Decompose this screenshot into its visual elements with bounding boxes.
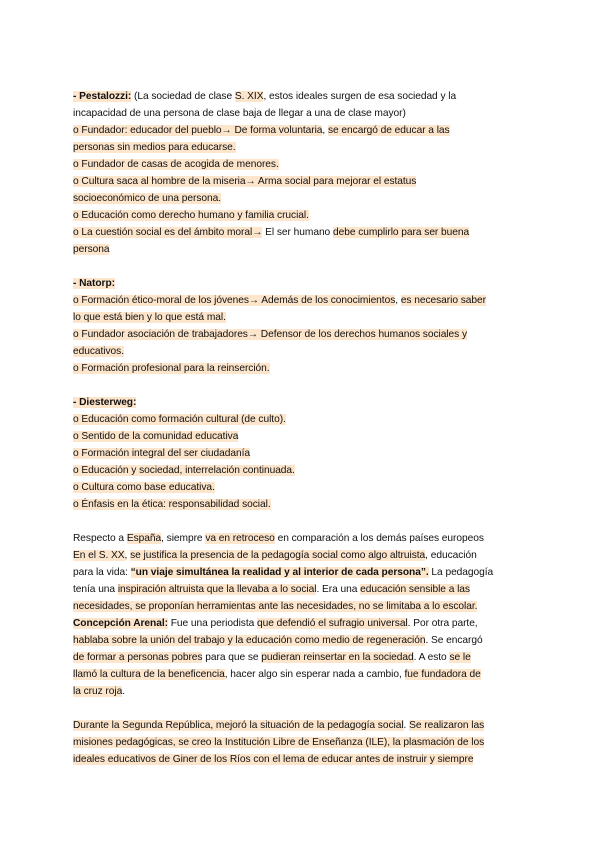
text-line (73, 547, 528, 564)
text-line (73, 88, 528, 105)
text-segment: . (122, 686, 126, 697)
highlighted-text: debe cumplirlo para ser buena (332, 227, 470, 238)
highlighted-text: o Cultura saca al hombre de la miseria→ Arma social para mejorar el estatus (73, 176, 417, 187)
highlighted-text: educativos. (73, 346, 124, 357)
text-line (73, 462, 528, 479)
text-line (73, 275, 528, 292)
text-segment: El ser humano (262, 227, 333, 238)
highlighted-text: o Cultura como base educativa. (73, 482, 215, 493)
text-line (73, 122, 528, 139)
text-segment: para la vida: (73, 567, 131, 578)
text-segment: . Se encargó (425, 635, 483, 646)
highlighted-text: o Formación ético-moral de los jóvenes→ Además de los conocimientos (73, 295, 396, 306)
highlighted-text: lo que está bien y lo que está mal. (73, 312, 226, 323)
text-line (73, 139, 528, 156)
text-line (73, 683, 528, 700)
text-segment: , (395, 295, 401, 306)
paragraph-gap (73, 700, 528, 717)
text-segment: La pedagogía (428, 567, 494, 578)
text-line (73, 615, 528, 632)
highlighted-text: o La cuestión social es del ámbito moral→ (73, 227, 263, 238)
text-segment: . Era una (316, 584, 361, 595)
text-line (73, 428, 528, 445)
text-segment: . Por otra parte, (407, 618, 478, 629)
highlighted-text: fue fundadora de (404, 669, 481, 680)
text-line (73, 360, 528, 377)
highlighted-text: pudieran reinsertar en la sociedad (261, 652, 414, 663)
text-line (73, 173, 528, 190)
text-segment: , (124, 550, 131, 561)
text-segment: (La sociedad de clase (131, 91, 235, 102)
highlighted-text: inspiración altruista que la llevaba a lo social (117, 584, 317, 595)
text-line (73, 309, 528, 326)
highlighted-text: socioeconómico de una persona. (73, 193, 222, 204)
highlighted-text: ideales educativos de Giner de los Ríos con el lema de educar antes de instruir y siempre (73, 754, 474, 765)
highlighted-text: En el S. XX (73, 550, 125, 561)
highlighted-text: - Pestalozzi: (73, 91, 132, 102)
paragraph-gap (73, 377, 528, 394)
highlighted-text: educación sensible a las (360, 584, 470, 595)
section-0 (73, 88, 528, 258)
highlighted-text: Se realizaron las (409, 720, 485, 731)
highlighted-text: hablaba sobre la unión del trabajo y la educación como medio de regeneración (73, 635, 426, 646)
text-line (73, 394, 528, 411)
text-line (73, 734, 528, 751)
highlighted-text: o Fundador asociación de trabajadores→ Defensor de los derechos humanos sociales y (73, 329, 468, 340)
highlighted-text: - Natorp: (73, 278, 115, 289)
highlighted-text: o Énfasis en la ética: responsabilidad social. (73, 499, 271, 510)
text-line (73, 156, 528, 173)
text-line (73, 564, 528, 581)
text-segment: Respecto a (73, 533, 127, 544)
highlighted-text: o Sentido de la comunidad educativa (73, 431, 239, 442)
highlighted-text: S. XIX (234, 91, 264, 102)
text-line (73, 343, 528, 360)
text-segment: , educación (425, 550, 477, 561)
text-segment: para que se (202, 652, 262, 663)
highlighted-text: “un viaje simultánea la realidad y al interior de cada persona”. (130, 567, 429, 578)
highlighted-text: se encargó de educar a las (327, 125, 450, 136)
highlighted-text: necesidades, se proponían herramientas ante las necesidades, no se limitaba a lo escolar. (73, 601, 478, 612)
document-body (73, 88, 528, 768)
highlighted-text: o Educación y sociedad, interrelación continuada. (73, 465, 295, 476)
highlighted-text: España (126, 533, 162, 544)
highlighted-text: va en retroceso (205, 533, 275, 544)
paragraph-gap (73, 258, 528, 275)
text-line (73, 581, 528, 598)
text-line (73, 649, 528, 666)
section-4 (73, 717, 528, 768)
text-line (73, 241, 528, 258)
highlighted-text: se le (449, 652, 471, 663)
text-segment: incapacidad de una persona de clase baja de llegar a una de clase mayor) (73, 108, 406, 119)
highlighted-text: se justifica la presencia de la pedagogía social como algo altruista (130, 550, 426, 561)
text-line (73, 530, 528, 547)
highlighted-text: o Educación como formación cultural (de culto). (73, 414, 286, 425)
text-line (73, 224, 528, 241)
section-2 (73, 394, 528, 513)
text-line (73, 105, 528, 122)
highlighted-text: o Educación como derecho humano y familia crucial. (73, 210, 309, 221)
section-3 (73, 530, 528, 700)
section-1 (73, 275, 528, 377)
highlighted-text: la cruz roja (73, 686, 123, 697)
highlighted-text: personas sin medios para educarse. (73, 142, 236, 153)
text-line (73, 666, 528, 683)
text-segment: , estos ideales surgen de esa sociedad y la (263, 91, 457, 102)
highlighted-text: Concepción Arenal: (73, 618, 168, 629)
text-line (73, 598, 528, 615)
highlighted-text: que defendió el sufragio universal (257, 618, 408, 629)
text-segment: . A esto (413, 652, 450, 663)
text-line (73, 190, 528, 207)
text-line (73, 207, 528, 224)
highlighted-text: o Formación integral del ser ciudadanía (73, 448, 250, 459)
text-line (73, 326, 528, 343)
highlighted-text: o Fundador de casas de acogida de menores. (73, 159, 279, 170)
text-line (73, 717, 528, 734)
highlighted-text: de formar a personas pobres (73, 652, 203, 663)
text-line (73, 751, 528, 768)
highlighted-text: Durante la Segunda República, mejoró la situación de la pedagogía social (73, 720, 404, 731)
text-line (73, 292, 528, 309)
text-line (73, 496, 528, 513)
text-segment: , siempre (161, 533, 206, 544)
highlighted-text: - Diesterweg: (73, 397, 137, 408)
highlighted-text: misiones pedagógicas, se creo la Institución Libre de Enseñanza (ILE), la plasmación de los (73, 737, 485, 748)
text-line (73, 445, 528, 462)
highlighted-text: llamó la cultura de la beneficencia (73, 669, 225, 680)
text-segment: , hacer algo sin esperar nada a cambio, (224, 669, 405, 680)
text-segment: en comparación a los demás países europeos (274, 533, 484, 544)
highlighted-text: persona (73, 244, 110, 255)
text-segment: Fue una periodista (167, 618, 257, 629)
paragraph-gap (73, 513, 528, 530)
text-line (73, 411, 528, 428)
text-segment: tenía una (73, 584, 118, 595)
text-line (73, 632, 528, 649)
text-line (73, 479, 528, 496)
highlighted-text: o Formación profesional para la reinserción. (73, 363, 270, 374)
highlighted-text: o Fundador: educador del pueblo→ De forma voluntaria (73, 125, 323, 136)
text-segment: , (322, 125, 328, 136)
highlighted-text: es necesario saber (400, 295, 486, 306)
text-segment: . (403, 720, 410, 731)
